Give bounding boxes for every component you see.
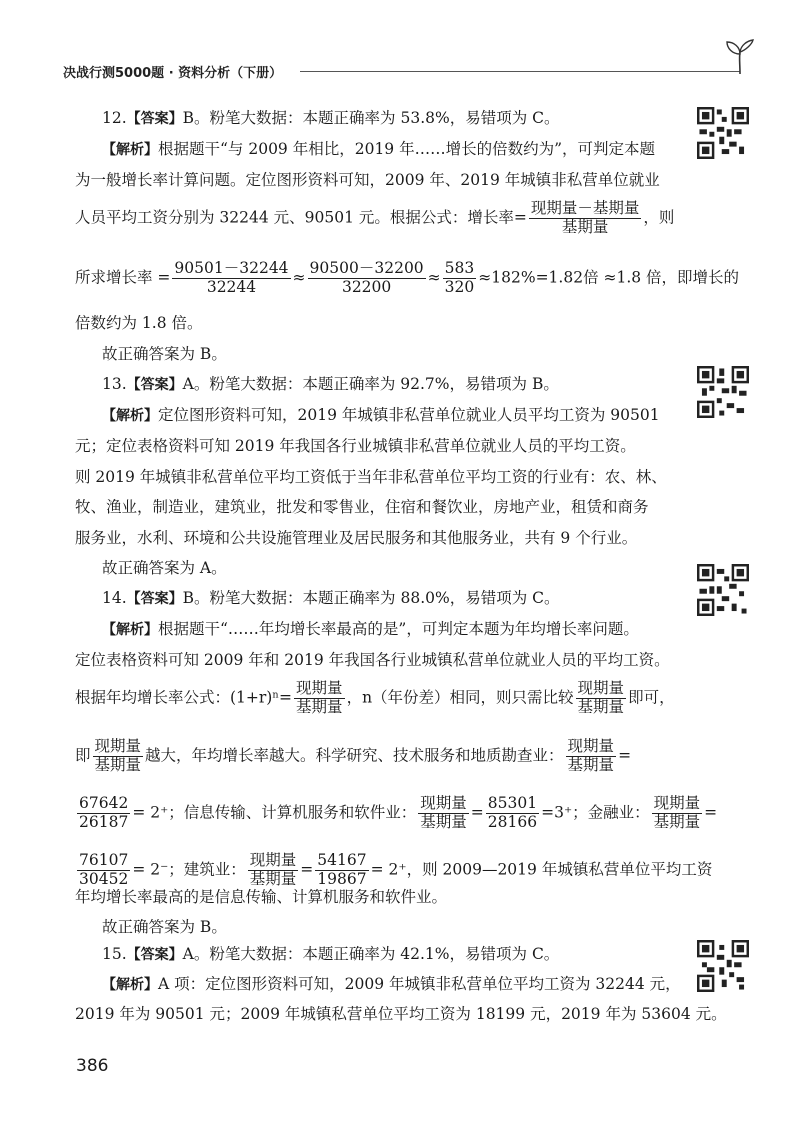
formula-line: 根据年均增长率公式：(1+r)ⁿ= $\frac{\text{现期量}}{\text{基期量}}$ ，n（年份差）相同，则只需比较 $\frac{\text{现期量}}{\text{基期量}}$ 即可， [75, 679, 675, 716]
qr-code-icon[interactable] [697, 107, 749, 159]
fraction: $\frac{\text{现期量}}{\text{基期量}}$ [249, 851, 297, 888]
analysis-line: 【解析】根据题干“与 2009 年相比，2019 年……增长的倍数约为”，可判定本题 [102, 140, 656, 158]
fraction: $\frac{\text{现期量}}{\text{基期量}}$ [420, 794, 467, 831]
answer-line: 15.【答案】A。粉笔大数据：本题正确率为 42.1%，易错项为 C。 [102, 945, 560, 963]
fraction: $\frac{\text{现期量}}{\text{基期量}}$ [653, 794, 701, 831]
answer-line: 13.【答案】A。粉笔大数据：本题正确率为 92.7%，易错项为 B。 [102, 375, 559, 393]
analysis-line: 倍数约为 1.8 倍。 [75, 314, 203, 332]
analysis-line: 定位表格资料可知 2009 年和 2019 年我国各行业城镇私营单位就业人员的平均工资。 [75, 651, 670, 669]
fraction: $\frac{\text{现期量}}{\text{基期量}}$ [577, 679, 625, 716]
header-rule [300, 71, 740, 72]
fraction: $\frac{\text{现期量－基期量}}{\text{基期量}}$ [530, 199, 640, 236]
analysis-line: 牧、渔业，制造业，建筑业，批发和零售业，住宿和餐饮业，房地产业，租赁和商务 [75, 498, 649, 516]
formula-line: $\frac{76107}{30452}$ = 2⁻；建筑业： $\frac{\text{现期量}}{\text{基期量}}$ = $\frac{54167}{19867}$ = 2⁺，则 2009—2019 年城镇私营单位平均工资 [79, 851, 713, 888]
fraction: $\frac{\text{现期量}}{\text{基期量}}$ [94, 737, 142, 774]
conclusion-line: 故正确答案为 A。 [102, 559, 227, 577]
analysis-line: 【解析】根据题干“……年均增长率最高的是”，可判定本题为年均增长率问题。 [102, 620, 639, 638]
qr-code-icon[interactable] [697, 564, 749, 616]
formula-line: 即 $\frac{\text{现期量}}{\text{基期量}}$ 越大，年均增长率越大。科学研究、技术服务和地质勘查业： $\frac{\text{现期量}}{\text{基期量}}$ = [75, 737, 632, 774]
analysis-line: 服务业，水利、环境和公共设施管理业及居民服务和其他服务业，共有 9 个行业。 [75, 529, 638, 547]
answer-line: 14.【答案】B。粉笔大数据：本题正确率为 88.0%，易错项为 C。 [102, 589, 560, 607]
fraction: $\frac{54167}{19867}$ [317, 851, 367, 888]
fraction: $\frac{90500-32200}{32200}$ [309, 259, 424, 296]
analysis-line: 【解析】A 项：定位图形资料可知，2009 年城镇非私营单位平均工资为 32244 元， [102, 975, 681, 993]
analysis-line: 年均增长率最高的是信息传输、计算机服务和软件业。 [75, 888, 448, 906]
fraction: $\frac{67642}{26187}$ [79, 794, 129, 831]
formula-line: 人员平均工资分别为 32244 元、90501 元。根据公式：增长率= $\frac{\text{现期量－基期量}}{\text{基期量}}$ ，则 [75, 199, 675, 236]
qr-code-icon[interactable] [697, 940, 749, 992]
fraction: $\frac{90501-32244}{32244}$ [174, 259, 289, 296]
conclusion-line: 故正确答案为 B。 [102, 918, 227, 936]
formula-line: $\frac{67642}{26187}$ = 2⁺；信息传输、计算机服务和软件业： $\frac{\text{现期量}}{\text{基期量}}$ = $\frac{85301}{28166}$ =3⁺；金融业： $\frac{\text{现期量}}{\text{基期量}}$ = [79, 794, 718, 831]
fraction: $\frac{\text{现期量}}{\text{基期量}}$ [296, 679, 343, 716]
fraction: $\frac{583}{320}$ [444, 259, 475, 296]
sprout-icon [722, 38, 758, 76]
conclusion-line: 故正确答案为 B。 [102, 345, 227, 363]
fraction: $\frac{\text{现期量}}{\text{基期量}}$ [567, 737, 615, 774]
answer-line: 12.【答案】B。粉笔大数据：本题正确率为 53.8%，易错项为 C。 [102, 109, 560, 127]
page-number: 386 [76, 1056, 109, 1076]
fraction: $\frac{76107}{30452}$ [79, 851, 129, 888]
qr-code-icon[interactable] [697, 366, 749, 418]
analysis-line: 2019 年为 90501 元；2009 年城镇私营单位平均工资为 18199 元，2019 年为 53604 元。 [75, 1005, 727, 1023]
analysis-line: 元；定位表格资料可知 2019 年我国各行业城镇非私营单位就业人员的平均工资。 [75, 437, 636, 455]
fraction: $\frac{85301}{28166}$ [487, 794, 538, 831]
analysis-line: 则 2019 年城镇非私营单位平均工资低于当年非私营单位平均工资的行业有：农、林、 [75, 468, 667, 486]
analysis-line: 为一般增长率计算问题。定位图形资料可知，2009 年、2019 年城镇非私营单位就业 [75, 171, 660, 189]
running-header: 决战行测5000题 · 资料分析（下册） [63, 66, 283, 81]
analysis-line: 【解析】定位图形资料可知，2019 年城镇非私营单位就业人员平均工资为 90501 [102, 406, 660, 424]
formula-line: 所求增长率 = $\frac{90501-32244}{32244}$ ≈ $\frac{90500-32200}{32200}$ ≈ $\frac{583}{320}$ ≈182%=1.82倍 ≈1.8 倍，即增长的 [75, 259, 740, 296]
